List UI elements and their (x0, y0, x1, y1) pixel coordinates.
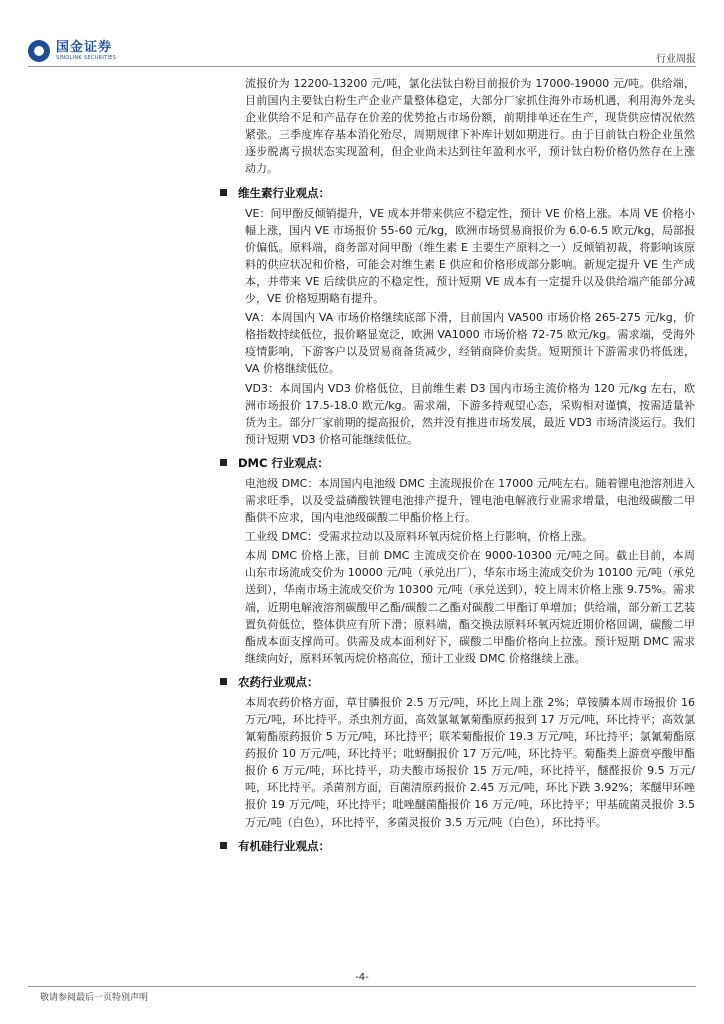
section-heading-dmc (220, 455, 695, 471)
square-bullet-icon (220, 678, 227, 685)
logo-name-en: SINOLINK SECURITIES (56, 55, 117, 61)
footer-divider (28, 986, 696, 987)
paragraph-vd3: VD3：本周国内 VD3 价格低位，目前维生素 D3 国内市场主流价格为 120 元/kg 左右，欧洲市场报价 17.5-18.0 欧元/kg。需求端，下游多持观望心态，采购相对谨慎，按需适量补货为主。部分厂家前期的提高报价，然并没有推进市场发展，最近 VD3 市场清淡运行。我们预计短期 VD3 价格可能继续低位。 (245, 381, 695, 446)
paragraph-dmc-battery: 电池级 DMC：本周国内电池级 DMC 主流现报价在 17000 元/吨左右。随着锂电池溶剂进入需求旺季，以及受益磷酸铁锂电池排产提升，锂电池电解液行业需求增量，电池级碳酸二甲酯供不应求，国内电池级碳酸二甲酯价格上行。 (245, 476, 695, 525)
logo-name-cn: 国金证券 (56, 40, 113, 55)
square-bullet-icon (220, 842, 227, 849)
section-title: 维生素行业观点： (238, 185, 330, 200)
paragraph-ve: VE：间甲酚反倾销提升，VE 成本并带来供应不稳定性，预计 VE 价格上涨。本周 VE 价格小幅上涨，国内 VE 市场报价 55-60 元/kg，欧洲市场贸易商报价为 6.0-6.5 欧元/kg，局部报价偏低。原料端，商务部对间甲酚（维生素 E 主要生产原料之一）反倾销初裁，将影响该原料的供应状况和价格，可能会对维生素 E 供应和价格形成部分影响。新规定提升 VE 生产成本，并带来 VE 后续供应的不稳定性，预计短期 VE 成本有一定提升以及供给端产能部分减少，VE 价格短期略有提升。 (245, 206, 695, 306)
section-heading-pesticide (220, 674, 695, 690)
footer-disclaimer: 敬请参阅最后一页特别声明 (40, 993, 149, 1003)
section-heading-silicone (220, 838, 695, 854)
main-content (238, 75, 695, 858)
square-bullet-icon (220, 189, 227, 196)
paragraph-titanium-dioxide: 流报价为 12200-13200 元/吨，氯化法钛白粉目前报价为 17000-19000 元/吨。供给端，目前国内主要钛白粉生产企业产量整体稳定，大部分厂家抓住海外市场机遇，利用海外龙头企业供给不足和产品存在价差的优势抢占市场份额，前期排单还在生产，现货供应情况依然紧张。三季度库存基本消化殆尽，周期规律下补库计划如期进行。由于目前钛白粉企业虽然逐步脱离亏损状态实现盈利，但企业尚未达到往年盈利水平，预计钛白粉价格仍然存在上涨动力。 (245, 77, 695, 176)
page-number: -4- (355, 972, 369, 983)
paragraph-dmc-price: 本周 DMC 价格上涨，目前 DMC 主流成交价在 9000-10300 元/吨之间。截止目前，本周山东市场流成交价为 10000 元/吨（承兑出厂），华东市场主流成交价为 10100 元/吨（承兑送到），华南市场主流成交价为 10300 元/吨（承兑送到），较上周末价格上涨 9.75%。需求端，近期电解液溶剂碳酸甲乙酯/碳酸二乙酯对碳酸二甲酯订单增加；供给端，部分新工艺装置负荷低位，整体供应有所下滑；原料端，酯交换法原料环氧丙烷近期价格回调，碳酸二甲酯成本面支撑尚可。供需及成本面利好下，碳酸二甲酯价格向上拉涨。预计短期 DMC 需求继续向好，原料环氧丙烷价格高位，预计工业级 DMC 价格继续上涨。 (245, 549, 695, 665)
company-logo (28, 40, 116, 62)
report-type-label: 行业周报 (656, 54, 696, 65)
page-header (0, 0, 724, 80)
header-divider (28, 66, 696, 67)
section-title: DMC 行业观点： (238, 455, 329, 470)
paragraph-dmc-industrial: 工业级 DMC：受需求拉动以及原料环氧丙烷价格上行影响，价格上涨。 (245, 530, 594, 544)
paragraph-pesticide: 本周农药价格方面，草甘膦报价 2.5 万元/吨，环比上周上涨 2%；草铵膦本周市场报价 16 万元/吨，环比持平。杀虫剂方面，高效氯氟氰菊酯原药报到 17 万元/吨，环比持平；高效氯氰菊酯原药报价 5 万元/吨，环比持平；联苯菊酯报价 19.3 万元/吨，环比持平；氯氰菊酯原药报价 10 万元/吨，环比持平；吡蚜酮报价 17 万元/吨，环比持平。菊酯类上游贲亭酸甲酯报价 6 万元/吨，环比持平，功夫酸市场报价 15 万元/吨，环比持平，醚醛报价 9.5 万元/吨，环比持平。杀菌剂方面，百菌清原药报价 2.45 万元/吨，环比下跌 3.92%；苯醚甲环唑报价 19 万元/吨，环比持平；吡唑醚菌酯报价 16 万元/吨，环比持平；甲基硫菌灵报价 3.5 万元/吨（白色），环比持平，多菌灵报价 3.5 万元/吨（白色），环比持平。 (245, 695, 695, 829)
section-title: 有机硅行业观点： (238, 838, 330, 853)
paragraph-va: VA：本周国内 VA 市场价格继续底部下滑，目前国内 VA500 市场价格 265-275 元/kg，价格指数持续低位，报价略显宽泛，欧洲 VA1000 市场价格 72-75 欧元/kg。需求端，受海外疫情影响，下游客户以及贸易商备货减少，经销商降价卖货。短期预计下游需求仍将低迷，VA 价格继续低位。 (245, 311, 695, 376)
logo-icon (28, 40, 50, 62)
section-title: 农药行业观点： (238, 674, 319, 689)
square-bullet-icon (220, 459, 227, 466)
section-heading-vitamin (220, 185, 695, 201)
